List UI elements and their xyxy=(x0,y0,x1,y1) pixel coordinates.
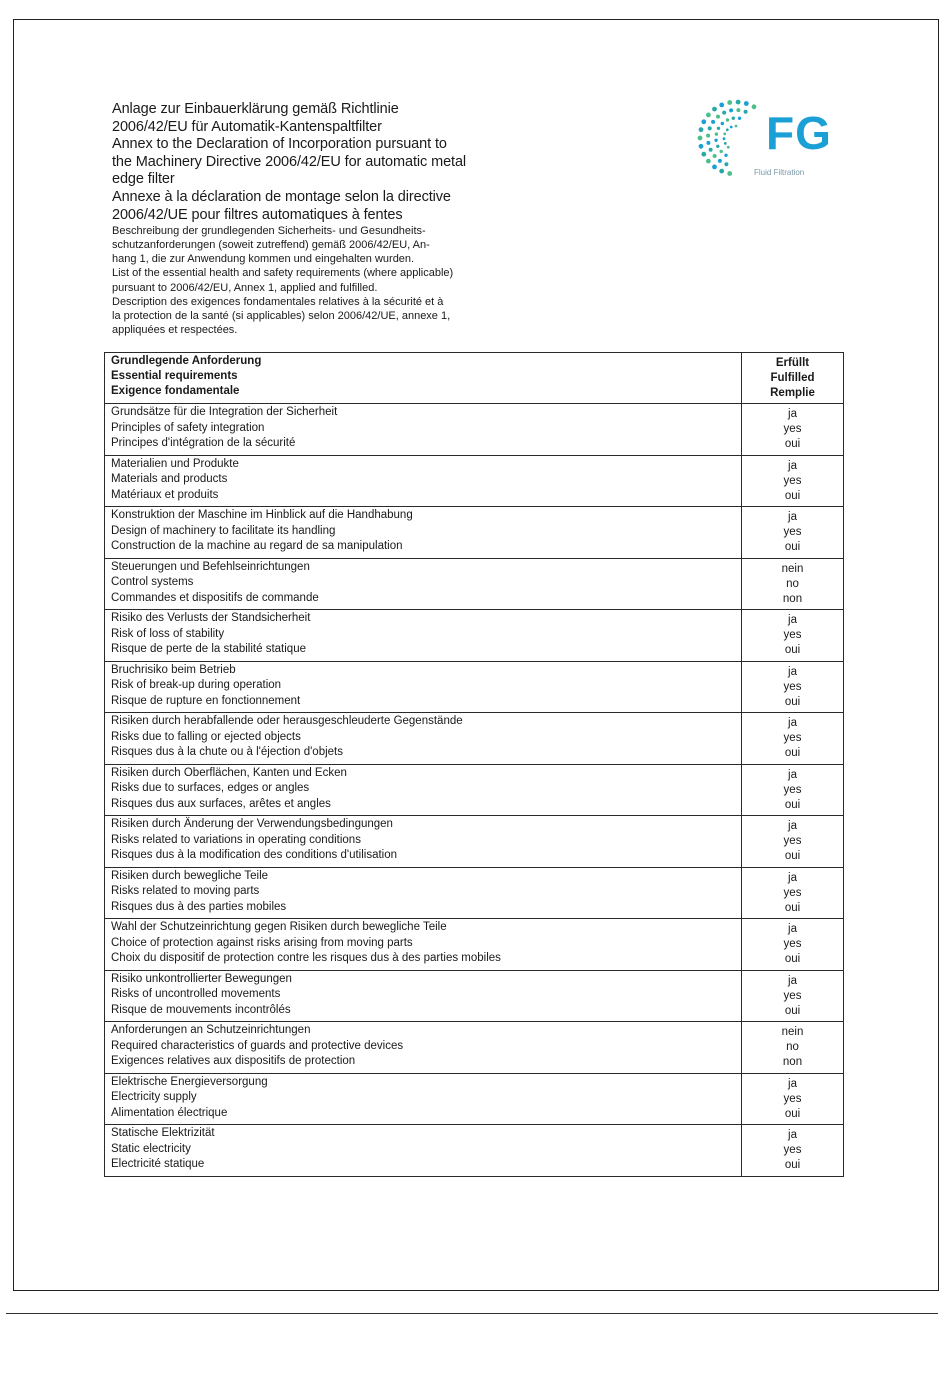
requirement-text: Principes d'intégration de la sécurité xyxy=(111,437,296,449)
logo-dot xyxy=(724,162,728,166)
status-text: oui xyxy=(784,747,801,759)
requirement-text: Choice of protection against risks arising from moving parts xyxy=(111,936,413,949)
status-cell xyxy=(742,1073,844,1125)
logo-dot xyxy=(716,145,719,148)
table-row xyxy=(105,558,844,610)
requirement-text: Risques dus à la chute ou à l'éjection d'objets xyxy=(111,746,343,758)
logo-dot xyxy=(744,110,748,114)
title-line: the Machinery Directive 2006/42/EU for automatic metal xyxy=(112,153,467,170)
status-cell xyxy=(742,1022,844,1074)
logo-dot xyxy=(736,108,740,112)
logo-dot xyxy=(712,107,717,112)
requirement-text: Materials and products xyxy=(111,473,228,485)
table-row xyxy=(105,661,844,713)
status-text: oui xyxy=(784,1004,801,1017)
requirement-text: Elektrische Energieversorgung xyxy=(111,1075,268,1088)
status-cell xyxy=(742,867,844,919)
logo-dot xyxy=(701,119,706,124)
status-cell xyxy=(742,455,844,507)
status-text: ja xyxy=(788,871,797,884)
status-text: ja xyxy=(788,717,797,729)
status-text: oui xyxy=(784,644,801,656)
logo-mark: FG xyxy=(766,107,832,159)
status-cell xyxy=(742,661,844,713)
logo-dot xyxy=(719,169,724,174)
requirement-cell xyxy=(105,867,742,919)
description-line: appliquées et respectées. xyxy=(112,323,238,336)
logo-dot xyxy=(723,133,726,136)
logo-dot xyxy=(715,132,718,135)
table-row xyxy=(105,919,844,971)
status-cell xyxy=(742,1125,844,1177)
requirement-cell xyxy=(105,558,742,610)
table-row xyxy=(105,1022,844,1074)
status-text: ja xyxy=(788,459,797,472)
requirement-text: Anforderungen an Schutzeinrichtungen xyxy=(111,1024,311,1036)
status-text: yes xyxy=(783,732,802,744)
table-header-row xyxy=(105,353,844,404)
requirement-cell xyxy=(105,764,742,816)
status-text: oui xyxy=(784,1107,801,1120)
logo-dot xyxy=(706,159,711,164)
status-text: yes xyxy=(783,1144,802,1156)
logo-dot xyxy=(724,154,727,157)
logo-dot xyxy=(719,103,724,108)
requirement-text: Risque de perte de la stabilité statique xyxy=(111,643,306,655)
requirement-text: Construction de la machine au regard de sa manipulation xyxy=(111,540,403,552)
status-text: ja xyxy=(788,511,797,523)
logo-dot xyxy=(730,126,733,129)
requirement-text: Risks related to variations in operating conditions xyxy=(111,833,361,846)
logo-dot xyxy=(699,144,704,149)
header-requirement-cell xyxy=(105,353,742,404)
table-row xyxy=(105,404,844,456)
requirement-cell xyxy=(105,1022,742,1074)
table-row xyxy=(105,970,844,1022)
logo-dot xyxy=(717,127,720,130)
status-cell xyxy=(742,610,844,662)
requirement-text: Risque de mouvements incontrôlés xyxy=(111,1003,291,1016)
logo-dot xyxy=(726,128,729,131)
logo-dot xyxy=(729,108,733,112)
logo-dot xyxy=(699,127,704,132)
title-line: 2006/42/EU für Automatik-Kantenspaltfilter xyxy=(112,118,382,135)
requirement-text: Statische Elektrizität xyxy=(111,1127,215,1139)
logo-dot xyxy=(722,111,726,115)
requirement-text: Risiken durch Oberflächen, Kanten und Ecken xyxy=(111,766,347,779)
requirement-cell xyxy=(105,1125,742,1177)
requirement-text: Electricity supply xyxy=(111,1091,197,1103)
logo-dot xyxy=(736,100,741,105)
title-line: Anlage zur Einbauerklärung gemäß Richtlinie xyxy=(112,101,399,117)
status-text: ja xyxy=(788,768,797,781)
requirement-text: Risks of uncontrolled movements xyxy=(111,988,281,1000)
header-status-label: Fulfilled xyxy=(770,372,815,384)
status-text: ja xyxy=(788,923,797,935)
logo-dot xyxy=(732,117,735,120)
title-line: Annex to the Declaration of Incorporation pursuant to xyxy=(112,136,447,153)
requirement-cell xyxy=(105,661,742,713)
logo-dot xyxy=(708,126,712,130)
requirement-text: Risiko unkontrollierter Bewegungen xyxy=(111,972,292,985)
status-text: no xyxy=(786,1041,799,1053)
requirement-cell xyxy=(105,970,742,1022)
status-cell xyxy=(742,558,844,610)
logo-dot xyxy=(726,118,729,121)
logo-dot xyxy=(738,117,741,120)
requirement-text: Risks due to falling or ejected objects xyxy=(111,730,301,743)
document-heading xyxy=(112,101,512,337)
requirement-text: Required characteristics of guards and protective devices xyxy=(111,1039,404,1052)
status-text: yes xyxy=(783,680,802,693)
requirement-text: Risque de rupture en fonctionnement xyxy=(111,694,301,707)
table-row xyxy=(105,610,844,662)
requirement-text: Risiko des Verlusts der Standsicherheit xyxy=(111,612,311,624)
logo-dot xyxy=(724,142,727,145)
requirement-text: Konstruktion der Maschine im Hinblick auf die Handhabung xyxy=(111,509,413,521)
requirement-text: Risiken durch herabfallende oder herausgeschleuderte Gegenstände xyxy=(111,715,463,727)
description-line: Beschreibung der grundlegenden Sicherheits- und Gesundheits- xyxy=(112,225,426,238)
requirement-text: Risk of break-up during operation xyxy=(111,679,282,691)
logo-dot xyxy=(709,148,713,152)
status-text: ja xyxy=(788,974,797,987)
table-row xyxy=(105,507,844,559)
requirement-text: Risks related to moving parts xyxy=(111,885,260,897)
requirement-text: Electricité statique xyxy=(111,1158,205,1170)
description-line: schutzanforderungen (soweit zutreffend) gemäß 2006/42/EU, An- xyxy=(112,239,430,252)
status-text: yes xyxy=(783,938,802,950)
description-line: Description des exigences fondamentales relatives à la sécurité et à xyxy=(112,295,444,308)
status-cell xyxy=(742,713,844,765)
status-text: oui xyxy=(784,489,801,502)
requirement-cell xyxy=(105,507,742,559)
requirement-cell xyxy=(105,919,742,971)
status-text: oui xyxy=(784,438,801,450)
status-text: yes xyxy=(783,423,802,435)
requirement-text: Choix du dispositif de protection contre les risques dus à des parties mobiles xyxy=(111,952,501,964)
requirement-text: Risiken durch Änderung der Verwendungsbedingungen xyxy=(111,818,393,830)
requirements-table xyxy=(104,352,844,1177)
description-line: la protection de la santé (si applicables) selon 2006/42/UE, annexe 1, xyxy=(112,309,451,322)
logo-dot xyxy=(727,146,730,149)
header-status-cell xyxy=(742,353,844,404)
title-line: Annexe à la déclaration de montage selon la directive xyxy=(112,188,451,205)
table-row xyxy=(105,867,844,919)
requirement-text: Commandes et dispositifs de commande xyxy=(111,591,319,604)
company-logo xyxy=(690,96,855,186)
requirement-text: Materialien und Produkte xyxy=(111,457,239,470)
title-line: edge filter xyxy=(112,171,175,188)
description-line: pursuant to 2006/42/EU, Annex 1, applied and fulfilled. xyxy=(112,281,378,294)
status-text: oui xyxy=(784,541,801,553)
table-row xyxy=(105,455,844,507)
requirement-text: Control systems xyxy=(111,576,194,588)
logo-dot xyxy=(698,136,703,141)
requirement-text: Risques dus aux surfaces, arêtes et angles xyxy=(111,797,331,810)
logo-dot xyxy=(752,104,757,109)
status-text: nein xyxy=(781,1026,804,1038)
status-text: oui xyxy=(784,695,801,708)
status-text: yes xyxy=(783,629,802,641)
footer-divider xyxy=(6,1313,938,1314)
requirement-cell xyxy=(105,404,742,456)
requirement-text: Matériaux et produits xyxy=(111,488,219,501)
status-text: ja xyxy=(788,1129,797,1141)
table-row xyxy=(105,764,844,816)
dots-swirl-icon xyxy=(690,96,760,186)
requirement-text: Risk of loss of stability xyxy=(111,627,225,640)
logo-dot xyxy=(706,141,710,145)
table-row xyxy=(105,1073,844,1125)
status-cell xyxy=(742,507,844,559)
requirement-text: Bruchrisiko beim Betrieb xyxy=(111,663,236,676)
table-row xyxy=(105,816,844,868)
requirement-cell xyxy=(105,816,742,868)
logo-dot xyxy=(713,154,717,158)
logo-dot xyxy=(727,171,732,176)
status-text: ja xyxy=(788,408,797,420)
requirement-cell xyxy=(105,455,742,507)
header-requirement-label: Essential requirements xyxy=(111,370,238,382)
logo-dot xyxy=(744,101,749,106)
logo-dot xyxy=(718,159,722,163)
requirement-text: Risks due to surfaces, edges or angles xyxy=(111,782,310,794)
status-text: oui xyxy=(784,1159,801,1171)
status-text: oui xyxy=(784,953,801,965)
requirement-cell xyxy=(105,1073,742,1125)
status-cell xyxy=(742,404,844,456)
status-text: ja xyxy=(788,614,797,626)
status-text: yes xyxy=(783,989,802,1002)
requirement-cell xyxy=(105,713,742,765)
status-text: yes xyxy=(783,474,802,487)
description-line: hang 1, die zur Anwendung kommen und eingehalten wurden. xyxy=(112,253,415,266)
status-text: ja xyxy=(788,665,797,678)
status-text: ja xyxy=(788,820,797,832)
requirement-cell xyxy=(105,610,742,662)
status-text: yes xyxy=(783,835,802,847)
status-cell xyxy=(742,919,844,971)
requirement-text: Static electricity xyxy=(111,1142,191,1155)
requirement-text: Risques dus à la modification des conditions d'utilisation xyxy=(111,849,398,861)
requirement-text: Design of machinery to facilitate its handling xyxy=(111,524,336,537)
status-text: yes xyxy=(783,783,802,796)
logo-dot xyxy=(735,125,738,128)
header-requirement-label: Exigence fondamentale xyxy=(111,385,240,397)
title-line: 2006/42/UE pour filtres automatiques à fentes xyxy=(112,206,403,223)
status-text: oui xyxy=(784,850,801,862)
document-description xyxy=(112,224,512,337)
header-requirement-label: Grundlegende Anforderung xyxy=(111,355,262,367)
status-cell xyxy=(742,816,844,868)
status-text: non xyxy=(782,1056,803,1068)
requirement-text: Steuerungen und Befehlseinrichtungen xyxy=(111,560,310,573)
logo-dot xyxy=(701,152,706,157)
status-text: ja xyxy=(788,1077,797,1090)
header-status-label: Erfüllt xyxy=(775,357,810,369)
status-text: nein xyxy=(781,562,804,575)
status-cell xyxy=(742,764,844,816)
requirement-text: Wahl der Schutzeinrichtung gegen Risiken durch bewegliche Teile xyxy=(111,921,447,933)
requirement-text: Exigences relatives aux dispositifs de protection xyxy=(111,1055,356,1067)
header-status-label: Remplie xyxy=(770,387,815,399)
status-text: yes xyxy=(783,526,802,538)
logo-dot xyxy=(711,120,715,124)
status-text: no xyxy=(786,577,799,590)
requirement-text: Risques dus à des parties mobiles xyxy=(111,900,287,913)
logo-dot xyxy=(706,113,711,118)
logo-dot xyxy=(712,165,717,170)
requirement-text: Risiken durch bewegliche Teile xyxy=(111,869,269,882)
logo-dot xyxy=(723,137,726,140)
logo-dot xyxy=(716,115,720,119)
document-title xyxy=(112,101,512,224)
status-cell xyxy=(742,970,844,1022)
requirement-text: Principles of safety integration xyxy=(111,421,265,434)
status-text: oui xyxy=(784,901,801,914)
requirement-text: Grundsätze für die Integration der Sicherheit xyxy=(111,406,338,418)
status-text: oui xyxy=(784,798,801,811)
logo-tagline: Fluid Filtration xyxy=(754,168,805,177)
logo-dot xyxy=(727,100,732,105)
logo-dot xyxy=(714,139,717,142)
table-row xyxy=(105,713,844,765)
logo-dot xyxy=(720,150,723,153)
logo-dot xyxy=(721,122,724,125)
status-text: yes xyxy=(783,886,802,899)
logo-dot xyxy=(706,134,710,138)
requirement-text: Alimentation électrique xyxy=(111,1106,228,1119)
status-text: yes xyxy=(783,1092,802,1105)
table-row xyxy=(105,1125,844,1177)
status-text: non xyxy=(782,592,803,605)
description-line: List of the essential health and safety requirements (where applicable) xyxy=(112,267,454,280)
